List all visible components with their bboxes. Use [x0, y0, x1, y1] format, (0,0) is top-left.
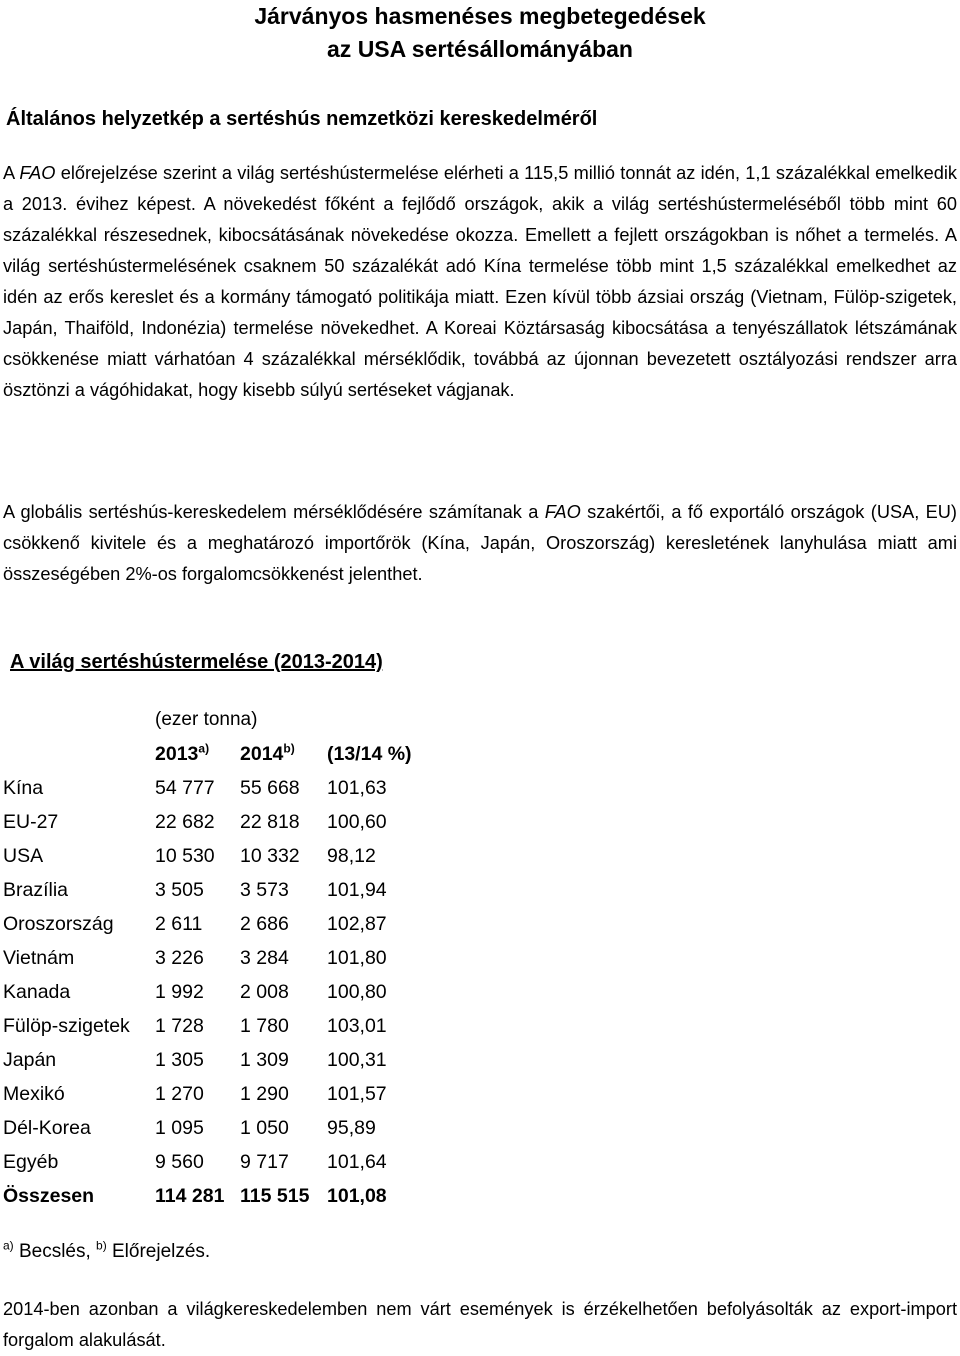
paragraph1-text-start: A [3, 163, 20, 183]
fao-abbreviation: FAO [19, 163, 56, 183]
cell-2014: 3 573 [240, 878, 289, 901]
paragraph-production-outlook [3, 158, 957, 406]
header-change: (13/14 %) [327, 742, 412, 765]
cell-country: USA [3, 844, 44, 867]
cell-change: 100,80 [327, 980, 387, 1003]
cell-change: 103,01 [327, 1014, 387, 1037]
table-row [3, 805, 437, 839]
footnote-a-text: Becslés, [13, 1241, 97, 1262]
cell-2014: 22 818 [240, 810, 300, 833]
paragraph2-text-rest: szakértői, a fő exportáló országok (USA, EU) csökkenő kivitele és a meghatározó importőrök (Kína, Japán, Oroszország) keresletének lanyhulása miatt ami összeségében 2%-os forgalomcsökkenést jelenthet. [3, 502, 957, 584]
cell-country: EU-27 [3, 810, 59, 833]
cell-2014: 1 290 [240, 1082, 289, 1105]
cell-2014: 115 515 [240, 1184, 310, 1207]
cell-country: Brazília [3, 878, 69, 901]
cell-change: 101,57 [327, 1082, 387, 1105]
cell-country: Egyéb [3, 1150, 59, 1173]
paragraph1-text-rest: előrejelzése szerint a világ sertéshústermelése elérheti a 115,5 millió tonnát az idén, 1,1 százalékkal emelkedik a 2013. évihez képest. A növekedést főként a fejlődő országok, akik a világ sertéshústermeléséből több mint 60 százalékkal részesednek, kibocsátásának növekedése okozza. Emellett a fejlett országokban is nőhet a termelés. A világ sertéshústermelésének csaknem 50 százalékát adó Kína termelése több mint 1,5 százalékkal emelkedhet az idén az erős kereslet és a kormány támogató politikája miatt. Ezen kívül több ázsiai ország (Vietnam, Fülöp-szigetek, Japán, Thaiföld, Indonézia) termelése növekedhet. A Koreai Köztársaság kibocsátása a tenyészállatok létszámának csökkenése miatt várhatóan 4 százalékkal mérséklődik, továbbá az újonnan bevezetett osztályozási rendszer arra ösztönzi a vágóhidakat, hogy kisebb súlyú sertéseket vágjanak. [3, 163, 958, 400]
table-body [3, 771, 437, 1213]
document-title-line2: az USA sertésállományában [327, 36, 633, 62]
header-2013-label: 2013 [155, 742, 199, 765]
cell-2014: 9 717 [240, 1150, 289, 1173]
cell-change: 101,63 [327, 776, 387, 799]
table-header-row [3, 737, 437, 771]
table-row [3, 907, 437, 941]
footnote-b-marker: b) [96, 1238, 107, 1253]
table-total-row [3, 1179, 437, 1213]
cell-change: 101,64 [327, 1150, 387, 1173]
header-2013-note: a) [198, 741, 210, 755]
table-row [3, 1111, 437, 1145]
cell-country: Vietnám [3, 946, 75, 969]
cell-2014: 2 008 [240, 980, 289, 1003]
production-table [3, 737, 437, 1213]
cell-2013: 1 095 [155, 1116, 204, 1139]
document-title-line1: Járványos hasmenéses megbetegedések [254, 3, 706, 29]
header-2014 [240, 737, 327, 771]
cell-2013: 1 305 [155, 1048, 204, 1071]
cell-2014: 3 284 [240, 946, 289, 969]
table-unit-label: (ezer tonna) [155, 709, 258, 730]
cell-2013: 2 611 [155, 912, 203, 935]
cell-2014: 10 332 [240, 844, 300, 867]
cell-change: 101,94 [327, 878, 387, 901]
footnote-b-text: Előrejelzés. [106, 1241, 211, 1262]
paragraph-trade-outlook [3, 497, 957, 590]
cell-2013: 10 530 [155, 844, 215, 867]
table-title: A világ sertéshústermelése (2013-2014) [10, 651, 383, 673]
table-row [3, 1009, 437, 1043]
cell-change: 100,31 [327, 1048, 387, 1071]
table-row [3, 873, 437, 907]
cell-2013: 54 777 [155, 776, 215, 799]
table-row [3, 771, 437, 805]
cell-change: 98,12 [327, 844, 376, 867]
cell-2014: 1 050 [240, 1116, 289, 1139]
cell-2014: 1 780 [240, 1014, 289, 1037]
cell-2013: 9 560 [155, 1150, 204, 1173]
cell-country: Kanada [3, 980, 71, 1003]
table-footnote [3, 1237, 210, 1267]
cell-2013: 1 728 [155, 1014, 204, 1037]
cell-2013: 3 226 [155, 946, 204, 969]
cell-change: 101,80 [327, 946, 387, 969]
cell-2014: 1 309 [240, 1048, 289, 1071]
cell-country: Összesen [3, 1184, 95, 1207]
cell-change: 101,08 [327, 1184, 387, 1207]
paragraph2-text-start: A globális sertéshús-kereskedelem mérséklődésére számítanak a [3, 502, 545, 522]
cell-country: Oroszország [3, 912, 114, 935]
cell-2013: 1 992 [155, 980, 204, 1003]
header-2013 [155, 737, 240, 771]
cell-change: 95,89 [327, 1116, 376, 1139]
cell-2014: 2 686 [240, 912, 289, 935]
table-row [3, 839, 437, 873]
cell-2013: 22 682 [155, 810, 215, 833]
table-row [3, 1077, 437, 1111]
cell-2014: 55 668 [240, 776, 300, 799]
table-row [3, 1145, 437, 1179]
cell-2013: 1 270 [155, 1082, 204, 1105]
section-heading: Általános helyzetkép a sertéshús nemzetközi kereskedelméről [6, 108, 598, 130]
fao-abbreviation: FAO [544, 502, 581, 522]
cell-change: 102,87 [327, 912, 387, 935]
cell-2013: 3 505 [155, 878, 204, 901]
table-row [3, 1043, 437, 1077]
footnote-a-marker: a) [3, 1238, 14, 1253]
header-country [3, 737, 155, 771]
header-2014-note: b) [283, 741, 295, 755]
header-2014-label: 2014 [240, 742, 284, 765]
table-row [3, 975, 437, 1009]
cell-country: Japán [3, 1048, 57, 1071]
cell-country: Kína [3, 776, 44, 799]
cell-country: Fülöp-szigetek [3, 1014, 130, 1037]
table-row [3, 941, 437, 975]
cell-country: Dél-Korea [3, 1116, 91, 1139]
cell-2013: 114 281 [155, 1184, 225, 1207]
paragraph-closing: 2014-ben azonban a világkereskedelemben nem várt események is érzékelhetően befolyásolták az export-import forgalom alakulását. [3, 1299, 957, 1350]
cell-country: Mexikó [3, 1082, 65, 1105]
cell-change: 100,60 [327, 810, 387, 833]
